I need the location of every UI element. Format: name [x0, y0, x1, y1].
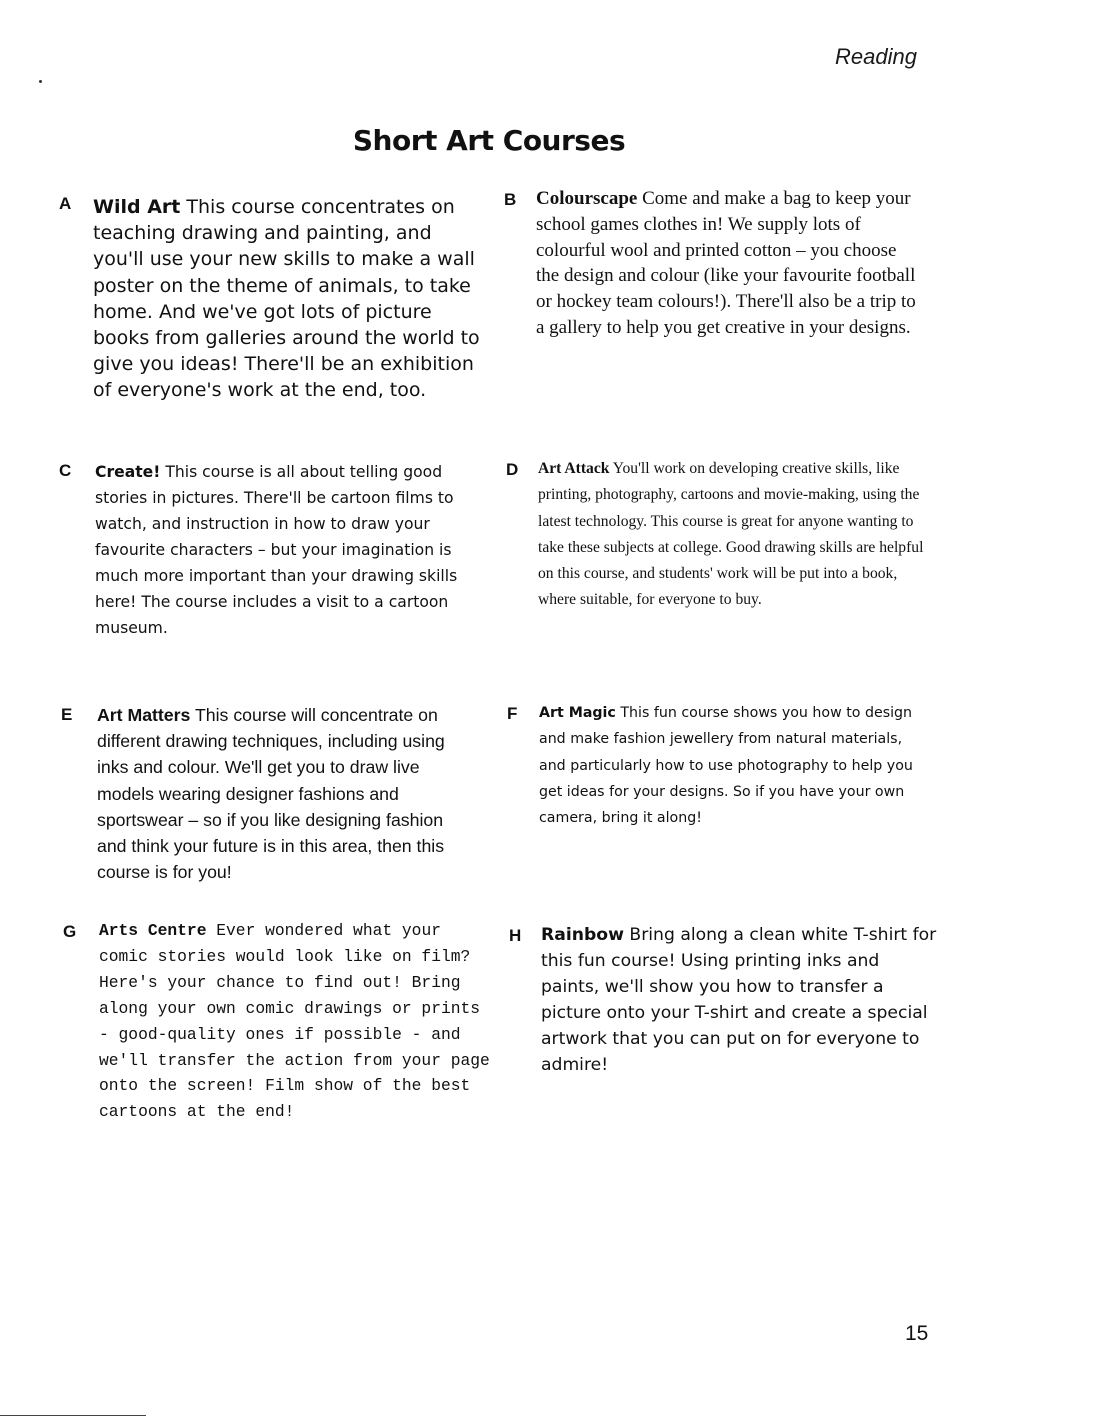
course-description: [538, 456, 926, 614]
course-letter: H: [509, 926, 522, 945]
course-letter: B: [504, 190, 517, 209]
course-description: [95, 459, 475, 641]
course-name: Create!: [95, 463, 161, 481]
course-name: Art Matters: [97, 705, 191, 725]
course-description: [97, 702, 477, 885]
course-text: Ever wondered what your comic stories would look like on film? Here's your chance to find out! Bring along your own comic drawings or prints - good-quality ones if possible - and we'll transfer the action from your page onto the screen! Film show of the best cartoons at the end!: [99, 921, 490, 1122]
course-description: [99, 918, 491, 1125]
course-letter: E: [61, 705, 73, 724]
course-name: Art Magic: [539, 705, 616, 721]
course-name: Arts Centre: [99, 921, 207, 940]
course-description: [536, 186, 922, 341]
course-name: Wild Art: [93, 196, 181, 218]
page-title: Short Art Courses: [352, 124, 626, 157]
course-text: You'll work on developing creative skills, like printing, photography, cartoons and movie-making, using the latest technology. This course is great for anyone wanting to take these subjects at college. Good drawing skills are helpful on this course, and students' work will be put into a book, where suitable, for everyone to buy.: [538, 460, 924, 609]
page-number: 15: [905, 1322, 929, 1345]
course-letter: G: [63, 922, 77, 941]
course-name: Art Attack: [538, 460, 610, 477]
course-name: Colourscape: [536, 188, 638, 209]
course-letter: F: [507, 704, 518, 723]
course-name: Rainbow: [541, 925, 624, 945]
course-description: [541, 922, 941, 1078]
course-letter: A: [59, 194, 72, 213]
course-text: This fun course shows you how to design and make fashion jewellery from natural materials, and particularly how to use photography to help you get ideas for your designs. So if you have your own camera, bring it along!: [539, 705, 913, 827]
course-text: This course is all about telling good stories in pictures. There'll be cartoon films to watch, and instruction in how to draw your favourite characters – but your imagination is much more important than your drawing skills here! The course includes a visit to a cartoon museum.: [95, 463, 458, 637]
course-letter: D: [506, 460, 519, 479]
course-text: Bring along a clean white T-shirt for this fun course! Using printing inks and paints, we'll show you how to transfer a picture onto your T-shirt and create a special artwork that you can put on for everyone to admire!: [541, 925, 937, 1075]
course-description: [539, 700, 929, 831]
scan-speck: [39, 80, 42, 83]
course-letter: C: [59, 461, 72, 480]
course-description: [93, 194, 485, 404]
footer-rule: [0, 1415, 146, 1416]
course-text: This course will concentrate on different drawing techniques, including using inks and colour. We'll get you to draw live models wearing designer fashions and sportswear – so if you like designing fashion and think your future is in this area, then this course is for you!: [97, 705, 445, 883]
section-label: Reading: [835, 44, 917, 69]
course-text: This course concentrates on teaching drawing and painting, and you'll use your new skills to make a wall poster on the theme of animals, to take home. And we've got lots of picture books from galleries around the world to give you ideas! There'll be an exhibition of everyone's work at the end, too.: [93, 196, 480, 402]
course-text: Come and make a bag to keep your school games clothes in! We supply lots of colourful wool and printed cotton – you choose the design and colour (like your favourite football or hockey team colours!). There'll also be a trip to a gallery to help you get creative in your designs.: [536, 188, 916, 338]
